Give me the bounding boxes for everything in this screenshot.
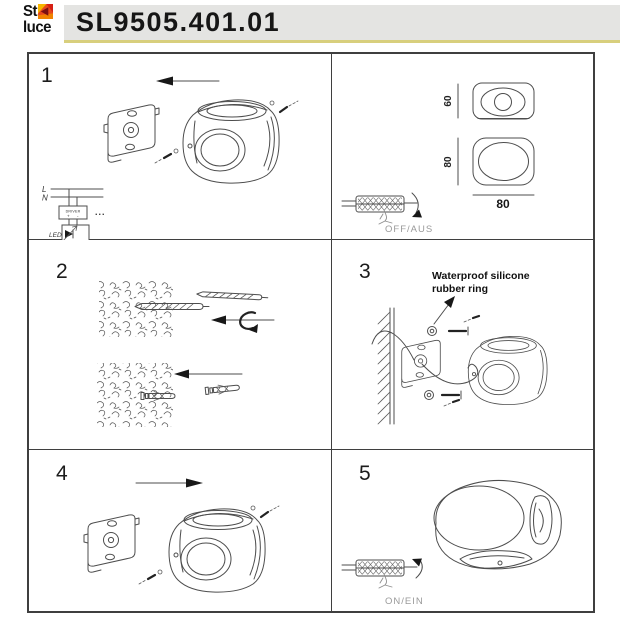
fixture-side-view — [473, 83, 534, 119]
rotate-insert-arrow-icon — [211, 312, 274, 333]
step-4-number: 4 — [56, 462, 68, 485]
lamp-body — [183, 100, 279, 183]
dim-80-horizontal — [473, 195, 534, 211]
step-4-panel — [29, 450, 332, 611]
mounting-plate — [104, 105, 159, 162]
screw-icon — [251, 506, 279, 517]
wall-anchor-icon — [205, 383, 240, 396]
fixture-top-view — [473, 138, 534, 185]
step-3-illustration — [332, 240, 595, 450]
logo-pinwheel-icon — [38, 4, 53, 19]
annotation-arrow-icon — [434, 296, 455, 324]
off-label: OFF/AUS — [385, 224, 434, 235]
step-4-illustration — [29, 450, 332, 611]
wall-hatching — [378, 308, 394, 424]
screw-icon — [139, 570, 162, 584]
dim-80v-label: 80 — [443, 156, 454, 168]
finished-lamp — [434, 480, 561, 568]
dim-80h-label: 80 — [496, 197, 510, 211]
screw-icon — [270, 101, 298, 112]
annotation-line-1: Waterproof silicone — [432, 270, 530, 282]
terminal-block-icon — [342, 559, 422, 589]
rotate-up-arrow-icon — [412, 559, 422, 579]
rotate-down-arrow-icon — [412, 193, 422, 218]
step-5-illustration — [332, 450, 595, 611]
step-1-panel — [29, 54, 332, 240]
step-1-illustration — [29, 54, 332, 240]
driver-label: DRIVER — [65, 209, 81, 214]
terminal-block-icon — [342, 193, 422, 224]
screw-icon — [449, 316, 479, 335]
drill-bit-icon — [197, 291, 268, 300]
stluce-logo — [23, 4, 63, 42]
step-2-illustration — [29, 240, 332, 450]
step-3-panel — [332, 240, 595, 450]
mounting-plate — [84, 515, 139, 572]
annotation-line-2: rubber ring — [432, 283, 489, 296]
neutral-label: N — [42, 193, 48, 203]
dots-label: ... — [95, 207, 106, 217]
screw-icon — [155, 149, 178, 163]
step-2-number: 2 — [56, 260, 68, 283]
led-label: LED — [49, 232, 62, 239]
lamp-body — [468, 336, 547, 404]
step-3-number: 3 — [359, 260, 371, 283]
on-label: ON/EIN — [385, 596, 424, 607]
instruction-sheet — [27, 52, 595, 613]
step-5-number: 5 — [359, 462, 371, 485]
insert-arrow-icon — [174, 370, 242, 379]
step-5-panel — [332, 450, 595, 611]
dim-60 — [443, 84, 458, 118]
minus-label: - — [77, 213, 79, 219]
dim-60-label: 60 — [443, 95, 454, 107]
screw-icon — [442, 391, 461, 406]
wall-texture — [99, 280, 173, 337]
step-2-panel — [29, 240, 332, 450]
live-label: L — [42, 185, 47, 194]
supply-wire — [372, 331, 414, 360]
product-code-title: SL9505.401.01 — [76, 7, 281, 37]
silicone-ring-icon — [428, 327, 437, 336]
plus-label: + — [67, 213, 70, 219]
logo-text-top: St — [23, 2, 37, 21]
logo-text-bottom: luce — [23, 18, 52, 37]
dim-80-vertical — [443, 138, 458, 185]
lamp-body — [169, 509, 265, 592]
mounting-plate — [402, 340, 441, 387]
step-1-number: 1 — [41, 64, 53, 87]
right-arrow-icon — [136, 479, 203, 488]
dimensions-panel — [332, 54, 595, 240]
silicone-ring-icon — [425, 391, 434, 400]
dimensions-illustration — [332, 54, 595, 240]
left-arrow-icon — [156, 77, 219, 86]
header — [0, 0, 620, 46]
wiring-diagram — [42, 185, 106, 240]
title-bar — [64, 5, 620, 43]
